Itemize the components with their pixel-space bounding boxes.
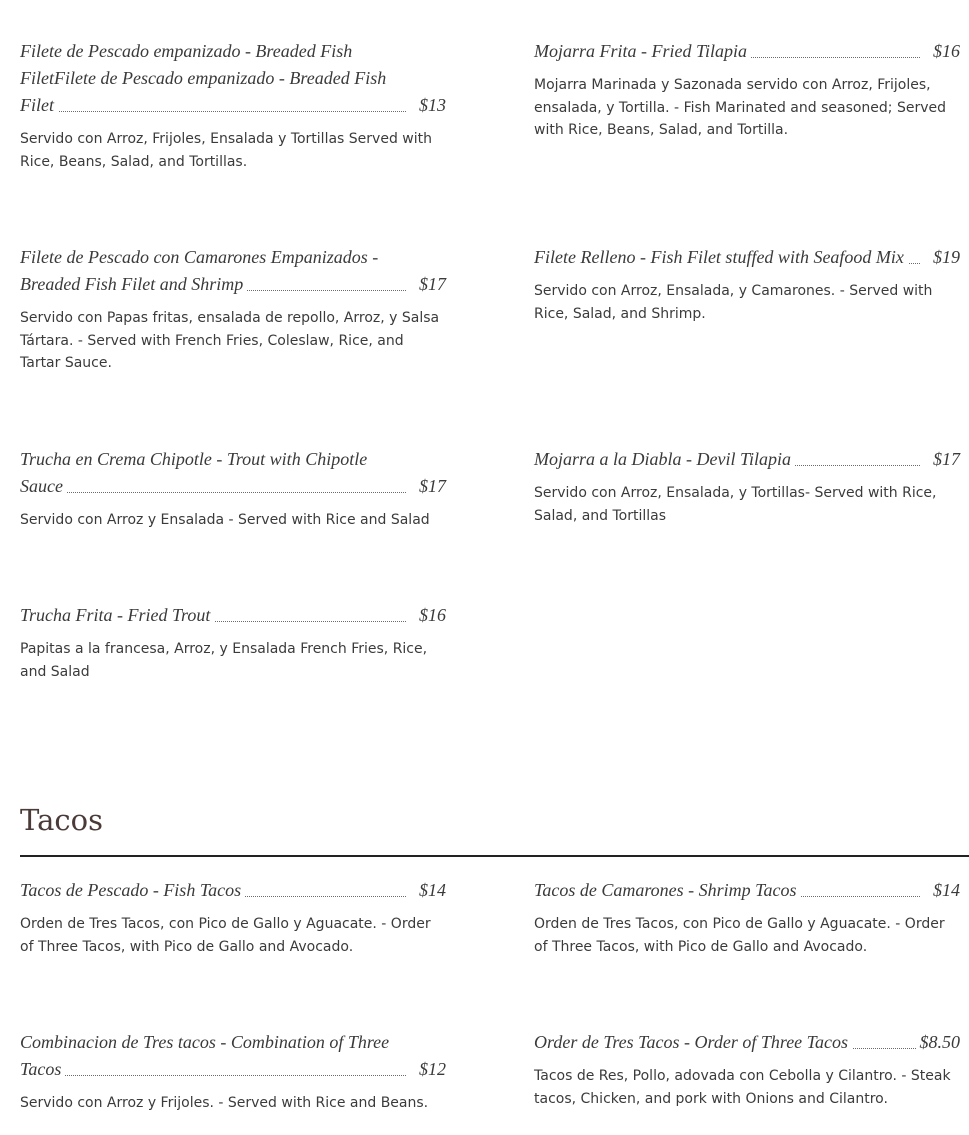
section-title-tacos: Tacos (20, 803, 103, 837)
menu-item-name: Combinacion de Tres tacos - Combination of Three Tacos (20, 1032, 390, 1079)
menu-item-title (534, 38, 960, 65)
menu-item (534, 1029, 960, 1110)
menu-item-description: Orden de Tres Tacos, con Pico de Gallo y Aguacate. - Order of Three Tacos, with Pico de Gallo and Avocado. (20, 916, 431, 955)
menu-item-price: $17 (416, 473, 446, 500)
menu-item-title (20, 602, 446, 629)
menu-item-description: Tacos de Res, Pollo, adovada con Cebolla y Cilantro. - Steak tacos, Chicken, and pork with Onions and Cilantro. (534, 1068, 951, 1107)
menu-item-description: Servido con Arroz, Frijoles, Ensalada y Tortillas Served with Rice, Beans, Salad, and Tortillas. (20, 131, 432, 170)
menu-item-name: Mojarra a la Diabla - Devil Tilapia (534, 449, 795, 469)
menu-item-title (534, 1029, 960, 1056)
menu-item-name: Trucha en Crema Chipotle - Trout with Chipotle Sauce (20, 449, 368, 496)
menu-item-price: $17 (930, 446, 960, 473)
menu-item-name: Filete Relleno - Fish Filet stuffed with Seafood Mix (534, 247, 908, 267)
dot-leader (20, 1075, 406, 1076)
dot-leader (20, 111, 406, 112)
menu-item-title (20, 1029, 446, 1083)
menu-item-name: Trucha Frita - Fried Trout (20, 605, 214, 625)
menu-item-price: $12 (416, 1056, 446, 1083)
menu-item-title (534, 877, 960, 904)
menu-item-title (534, 244, 960, 271)
menu-item-price: $14 (416, 877, 446, 904)
menu-item (20, 38, 446, 173)
menu-item-description: Servido con Arroz y Ensalada - Served with Rice and Salad (20, 512, 430, 528)
menu-item-name: Filete de Pescado con Camarones Empanizados - Breaded Fish Filet and Shrimp (20, 247, 379, 294)
menu-item-price: $16 (416, 602, 446, 629)
menu-item-title (534, 446, 960, 473)
menu-item-title (20, 38, 446, 119)
menu-item (534, 244, 960, 325)
menu-item (20, 1029, 446, 1115)
menu-item-title (20, 244, 446, 298)
menu-item-name: Tacos de Camarones - Shrimp Tacos (534, 880, 801, 900)
menu-item-price: $8.50 (917, 1029, 961, 1056)
menu-item (20, 244, 446, 375)
menu-item-description: Orden de Tres Tacos, con Pico de Gallo y Aguacate. - Order of Three Tacos, with Pico de Gallo and Avocado. (534, 916, 945, 955)
menu-item-price: $16 (930, 38, 960, 65)
menu-item-name: Tacos de Pescado - Fish Tacos (20, 880, 245, 900)
menu-item-price: $13 (416, 92, 446, 119)
menu-item (534, 38, 960, 142)
menu-item-description: Servido con Papas fritas, ensalada de repollo, Arroz, y Salsa Tártara. - Served with French Fries, Coleslaw, Rice, and Tartar Sauce. (20, 310, 440, 371)
menu-item (534, 446, 960, 527)
menu-item (534, 877, 960, 958)
menu-item-title (20, 446, 446, 500)
menu-item-description: Mojarra Marinada y Sazonada servido con Arroz, Frijoles, ensalada, y Tortilla. - Fish Marinated and seasoned; Served with Rice, Beans, Salad, and Tortilla. (534, 77, 947, 138)
menu-item (20, 602, 446, 683)
menu-item-name: Order de Tres Tacos - Order of Three Tacos (534, 1032, 852, 1052)
section-divider (20, 855, 969, 857)
menu-item-description: Servido con Arroz, Ensalada, y Tortillas- Served with Rice, Salad, and Tortillas (534, 485, 937, 524)
menu-item (20, 877, 446, 958)
menu-item-description: Servido con Arroz y Frijoles. - Served with Rice and Beans. (20, 1095, 429, 1111)
menu-item-name: Mojarra Frita - Fried Tilapia (534, 41, 751, 61)
menu-item-price: $17 (416, 271, 446, 298)
menu-item-price: $19 (930, 244, 960, 271)
menu-item-name: Filete de Pescado empanizado - Breaded Fish FiletFilete de Pescado empanizado - Breaded Fish Filet (20, 41, 387, 115)
menu-item-price: $14 (930, 877, 960, 904)
menu-item-description: Papitas a la francesa, Arroz, y Ensalada French Fries, Rice, and Salad (20, 641, 428, 680)
menu-item (20, 446, 446, 532)
dot-leader (20, 492, 406, 493)
menu-item-description: Servido con Arroz, Ensalada, y Camarones. - Served with Rice, Salad, and Shrimp. (534, 283, 933, 322)
menu-item-title (20, 877, 446, 904)
